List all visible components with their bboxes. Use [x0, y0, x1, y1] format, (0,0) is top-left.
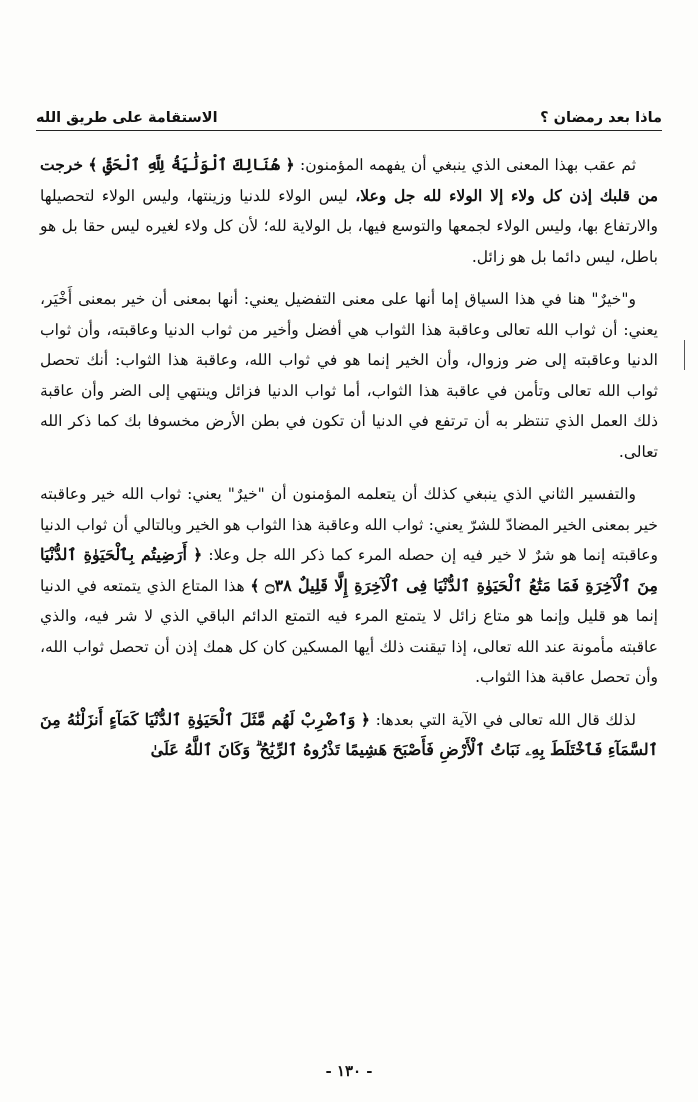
page-number: - ١٣٠ -: [325, 1062, 373, 1080]
paragraph-1-bold-statement: خرجت من قلبك إذن كل ولاء إلا الولاء لله جل وعلا،: [40, 155, 658, 205]
quran-verse-3: وَٱضْرِبْ لَهُم مَّثَلَ ٱلْحَيَوٰةِ ٱلدُّنْيَا كَمَآءٍ أَنزَلْنَٰهُ مِنَ ٱلسَّمَآءِ فَٱخْتَلَطَ بِهِۦ نَبَاتُ ٱلْأَرْضِ فَأَصْبَحَ هَشِيمًا تَذْرُوهُ ٱلرِّيَٰحُ ۗ وَكَانَ ٱللَّهُ عَلَىٰ: [40, 709, 658, 759]
margin-mark: [684, 340, 685, 370]
paragraph-1: [40, 150, 658, 272]
paragraph-3-lead: والتفسير الثاني الذي ينبغي كذلك أن يتعلمه المؤمنون أن "خيرٌ" يعني: ثواب الله خير وعاقبته خير بمعنى الخير المضادّ للشرّ يعني: ثواب الله وعاقبة هذا الثواب هو الخير وبالتالي أن ثواب الدنيا وعاقبته إنما هو شرٌ لا خير فيه إن حصله المرء كما ذكر الله جل وعلا:: [40, 485, 658, 564]
paragraph-4: [40, 705, 658, 766]
paragraph-1-lead: ثم عقب بهذا المعنى الذي ينبغي أن يفهمه المؤمنون:: [300, 156, 637, 174]
quran-open-bracket: ﴿: [360, 709, 371, 729]
paragraph-4-lead: لذلك قال الله تعالى في الآية التي بعدها:: [375, 710, 636, 729]
running-header: [36, 98, 662, 126]
quran-open-bracket: ﴿: [193, 545, 203, 564]
header-chapter-title: الاستقامة على طريق الله: [36, 110, 218, 126]
page-body: [40, 150, 658, 778]
quran-close-bracket: ﴾: [250, 575, 260, 595]
paragraph-3: [40, 479, 658, 693]
paragraph-3-rest: هذا المتاع الذي يتمتعه في الدنيا إنما هو قليل وإنما هو متاع زائل لا يتمتع المرء فيه التمتع الدائم الباقي الذي لا شر فيه، والذي عاقبته مأمونة عند الله تعالى، إذا تيقنت ذلك أيها المسكين كان كل همك إذن أن تحصل ثواب الله، وأن تحصل عاقبة هذا الثواب.: [40, 576, 658, 686]
paragraph-2: [40, 284, 658, 467]
quran-open-bracket: ﴿: [285, 155, 295, 174]
quran-verse-2: أَرَضِيتُم بِٱلْحَيَوٰةِ ٱلدُّنْيَا مِنَ ٱلْآخِرَةِ فَمَا مَتَٰعُ ٱلْحَيَوٰةِ ٱلدُّنْيَا فِى ٱلْآخِرَةِ إِلَّا قَلِيلٌ ۝٣٨: [40, 545, 658, 595]
quran-close-bracket: ﴾: [88, 155, 98, 174]
header-book-title: ماذا بعد رمضان ؟: [540, 110, 662, 126]
header-rule: [36, 130, 662, 131]
quran-verse-1: هُنَالِكَ ٱلْوَلَٰيَةُ لِلَّهِ ٱلْحَقِّ: [102, 155, 281, 174]
paragraph-2-text: و"خيرٌ" هنا في هذا السياق إما أنها على معنى التفضيل يعني: أنها بمعنى أن خير بمعنى أَخْيَر، يعني: أن ثواب الله تعالى وعاقبة هذا الثواب هي أفضل وأخير من ثواب الدنيا وعاقبته، وأن ثواب الدنيا وعاقبته إلى ضر وزوال، وأن الخير إنما هو في ثواب الله، وعاقبة هذا الثواب: أنك تحصل ثواب الله تعالى وتأمن في عاقبة هذا الثواب، أما ثواب الدنيا فزائل وينتهي إلى الضر وأن عاقبة ذلك العمل الذي تنتظر به أن ترتفع في الدنيا أن تكون في بطن الأرض مخسوفا بك كما ذكر الله تعالى.: [40, 290, 658, 461]
paragraph-1-rest: ليس الولاء للدنيا وزينتها، وليس الولاء لتحصيلها والارتفاع بها، وليس الولاء لجمعها والتوسع فيها، بل الولاية لله؛ لأن كل ولاء لغيره ليس حقا بل هو باطل، ليس دائما بل هو زائل.: [40, 186, 658, 266]
